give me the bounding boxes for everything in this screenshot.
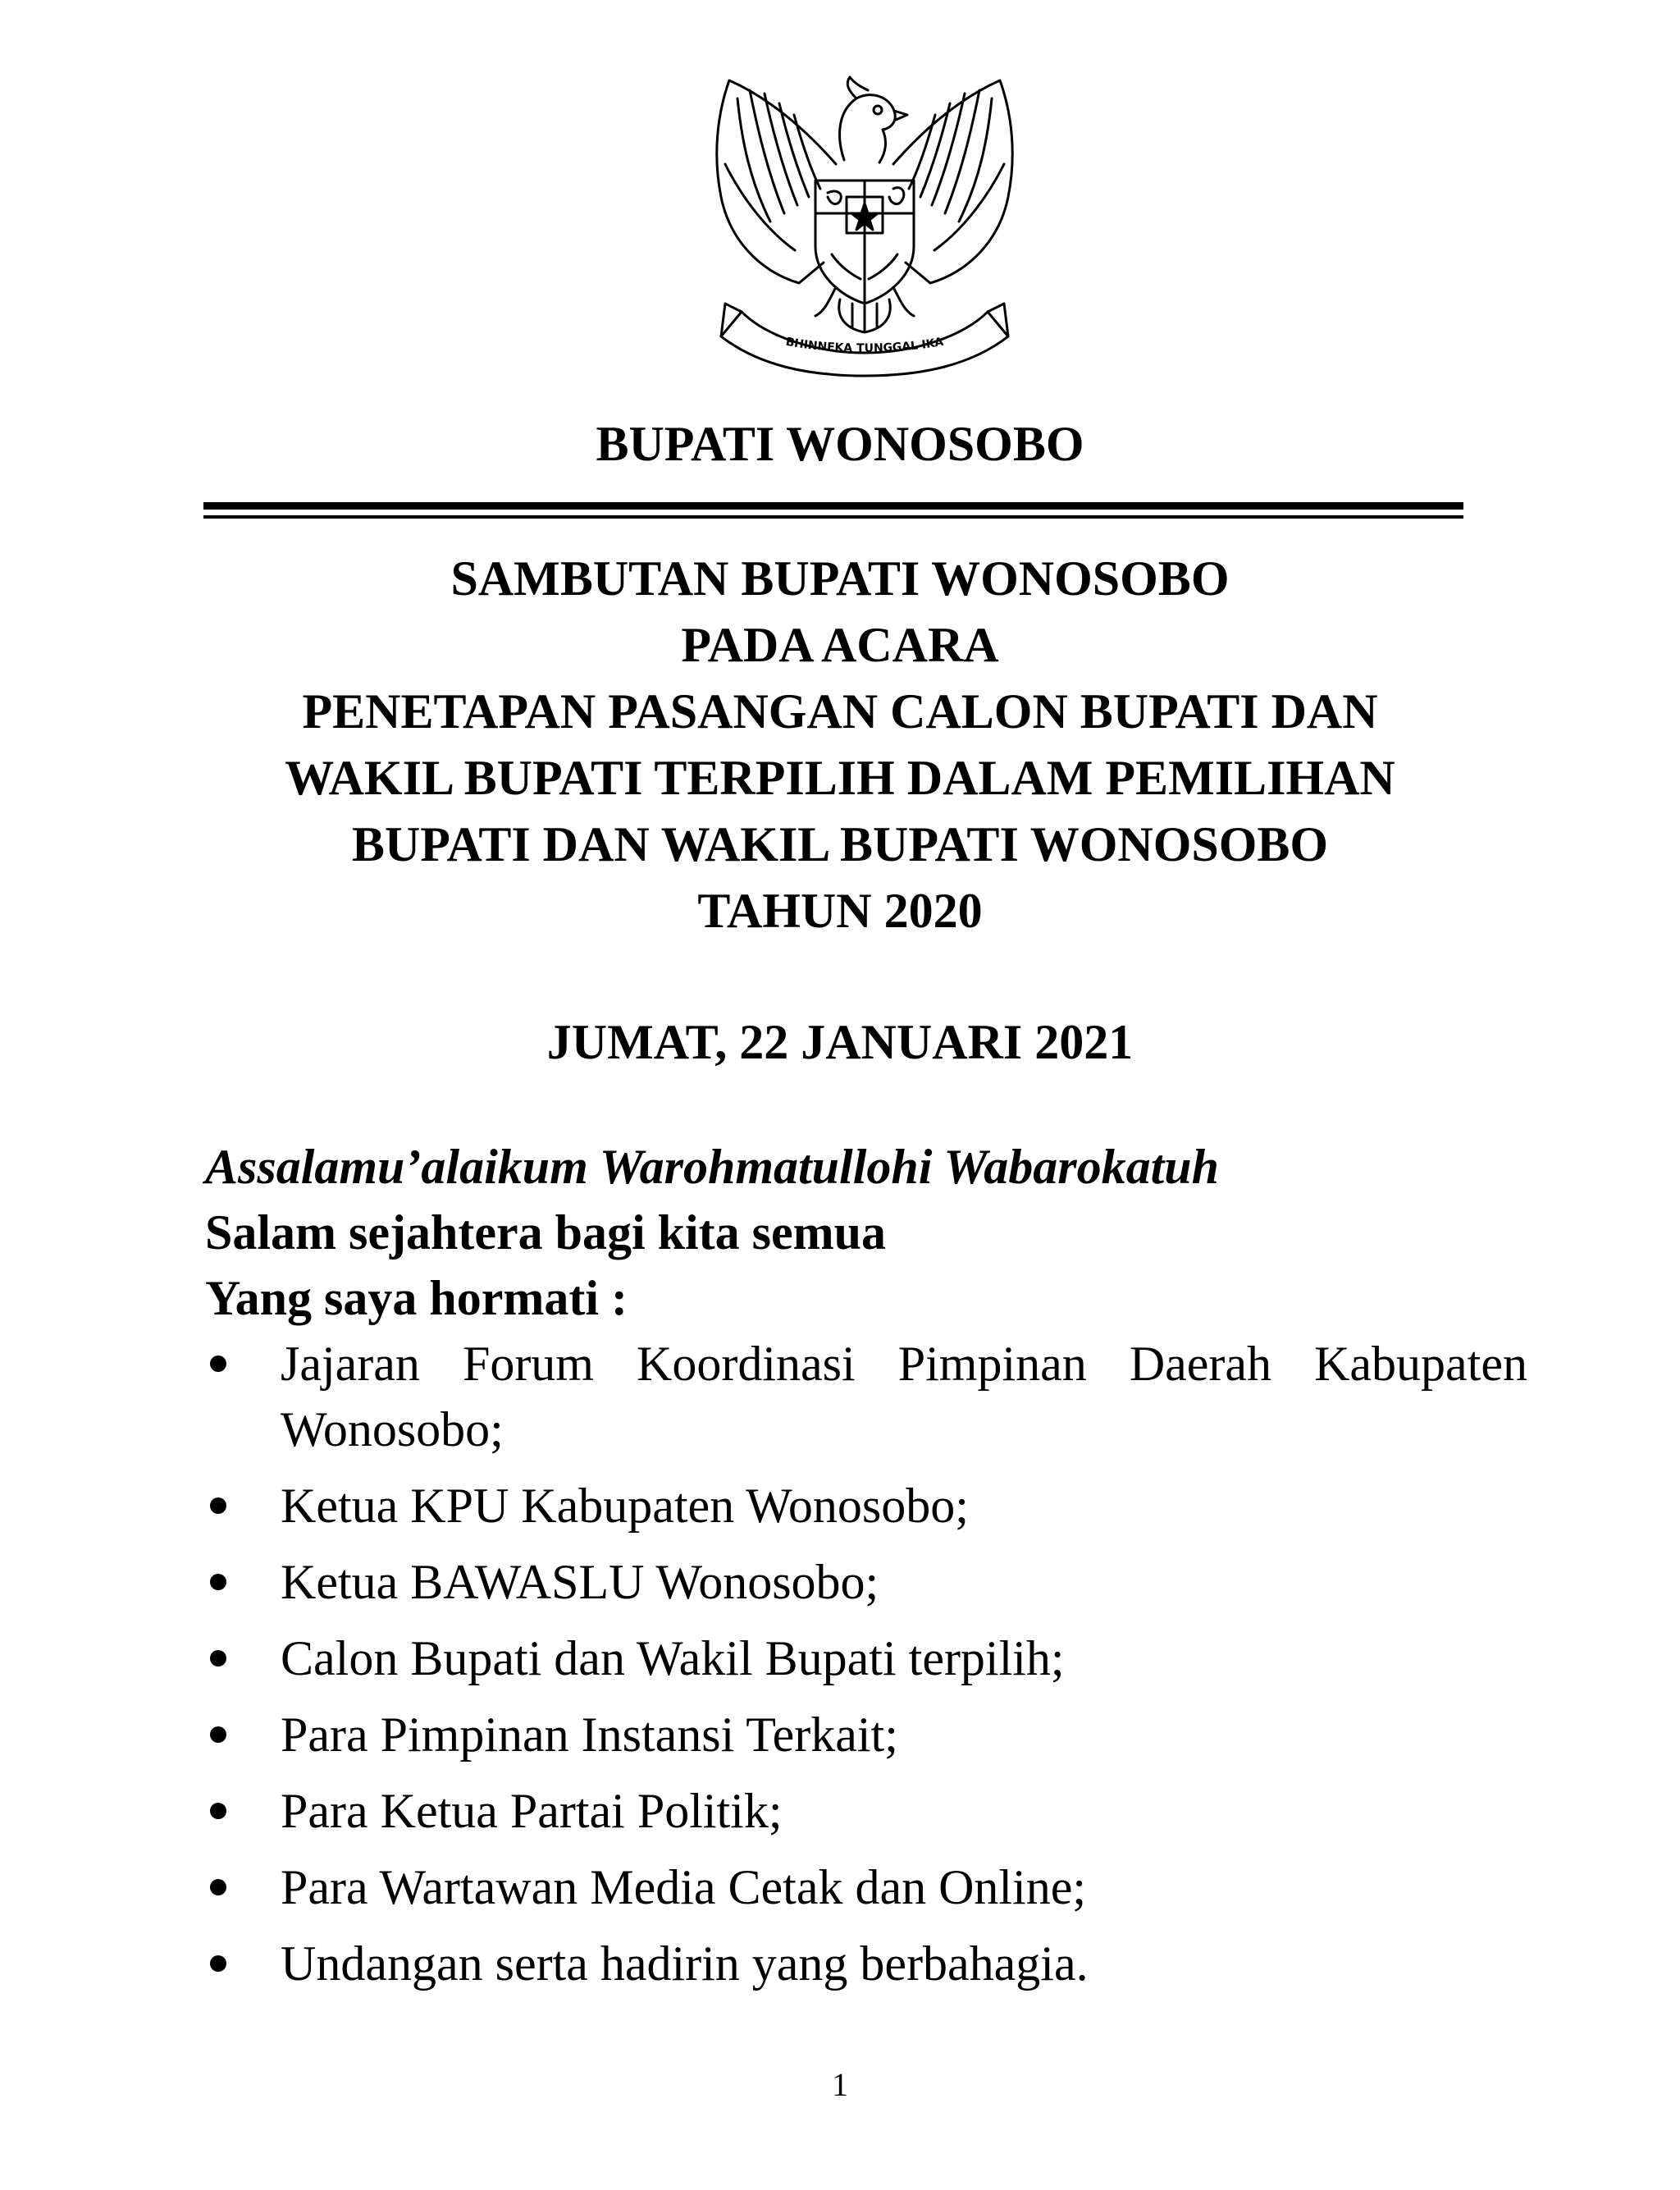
bullet-icon bbox=[210, 1356, 226, 1372]
list-item bbox=[205, 1854, 1527, 1920]
list-item bbox=[205, 1473, 1527, 1538]
greeting-respect: Yang saya hormati : bbox=[205, 1271, 628, 1325]
speech-title-line: BUPATI DAN WAKIL BUPATI WONOSOBO bbox=[351, 817, 1329, 871]
list-item-text-line1: Jajaran Forum Koordinasi Pimpinan Daerah Kabupaten bbox=[281, 1337, 1527, 1391]
list-item-text: Para Ketua Partai Politik; bbox=[281, 1784, 783, 1838]
list-item bbox=[205, 1778, 1527, 1844]
bullet-icon bbox=[210, 1955, 226, 1972]
speech-title-line: PADA ACARA bbox=[681, 618, 999, 672]
list-item-text: Calon Bupati dan Wakil Bupati terpilih; bbox=[281, 1631, 1065, 1685]
bullet-icon bbox=[210, 1879, 226, 1895]
list-item bbox=[205, 1702, 1527, 1767]
bullet-icon bbox=[210, 1803, 226, 1819]
addressee-list bbox=[205, 1331, 1527, 2007]
greeting-salam: Salam sejahtera bagi kita semua bbox=[205, 1205, 886, 1260]
speech-title-line: PENETAPAN PASANGAN CALON BUPATI DAN bbox=[302, 684, 1378, 738]
list-item-text: Para Pimpinan Instansi Terkait; bbox=[281, 1708, 898, 1762]
speech-title-line: WAKIL BUPATI TERPILIH DALAM PEMILIHAN bbox=[285, 751, 1395, 805]
emblem-motto: BHINNEKA TUNGGAL IKA bbox=[784, 335, 945, 355]
greeting-opening: Assalamu’alaikum Warohmatullohi Wabarokatuh bbox=[205, 1140, 1219, 1194]
page-number: 1 bbox=[832, 2066, 848, 2103]
speech-title bbox=[123, 546, 1557, 944]
garuda-pancasila-emblem-icon bbox=[692, 66, 1037, 377]
header-rule-thick bbox=[203, 502, 1463, 510]
header-rule-thin bbox=[203, 515, 1463, 519]
bullet-icon bbox=[210, 1574, 226, 1590]
office-title: BUPATI WONOSOBO bbox=[596, 417, 1084, 471]
list-item-text: Undangan serta hadirin yang berbahagia. bbox=[281, 1936, 1089, 1991]
list-item bbox=[205, 1331, 1527, 1462]
list-item bbox=[205, 1549, 1527, 1615]
list-item-text: Para Wartawan Media Cetak dan Online; bbox=[281, 1860, 1087, 1914]
speech-title-line: SAMBUTAN BUPATI WONOSOBO bbox=[450, 551, 1230, 606]
bullet-icon bbox=[210, 1497, 226, 1514]
bullet-icon bbox=[210, 1726, 226, 1743]
list-item-text-line2: Wonosobo; bbox=[281, 1402, 504, 1456]
speech-title-line: TAHUN 2020 bbox=[697, 884, 983, 938]
bullet-icon bbox=[210, 1650, 226, 1667]
list-item-text: Ketua BAWASLU Wonosobo; bbox=[281, 1555, 879, 1609]
list-item bbox=[205, 1931, 1527, 1996]
list-item bbox=[205, 1625, 1527, 1691]
list-item-text: Ketua KPU Kabupaten Wonosobo; bbox=[281, 1479, 969, 1533]
event-date: JUMAT, 22 JANUARI 2021 bbox=[546, 1015, 1134, 1069]
